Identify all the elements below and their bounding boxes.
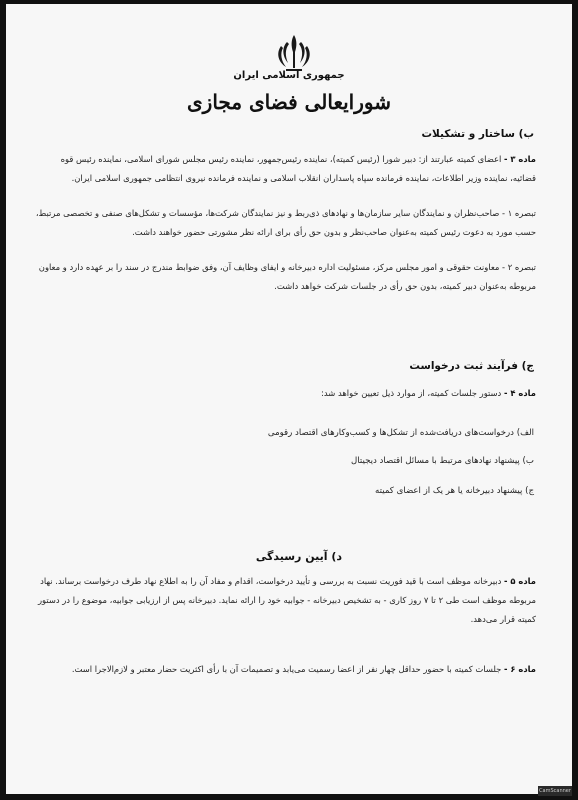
article-4 xyxy=(34,384,536,403)
article-6 xyxy=(34,660,536,679)
section-d-title: د) آیین رسیدگی xyxy=(255,550,342,563)
section-b-title: ب) ساختار و تشکیلات xyxy=(421,128,534,140)
note-2: تبصره ۲ - معاونت حقوقی و امور مجلس مرکز، مسئولیت اداره دبیرخانه و ایفای وظایف آن، وفق ضوابط مندرج در سند را بر عهده دارد و معاون مربوطه به‌عنوان دبیر کمیته، بدون حق رأی در جلسات شرکت خواهد داشت. xyxy=(38,262,536,291)
list-item-c: ج) پیشنهاد دبیرخانه یا هر یک از اعضای کمیته xyxy=(375,486,534,496)
article-5-label: ماده ۵ - xyxy=(503,576,536,586)
article-6-text: جلسات کمیته با حضور حداقل چهار نفر از اعضا رسمیت می‌یابد و تصمیمات آن با رأی اکثریت حضار معتبر و لازم‌الاجرا است. xyxy=(71,664,502,674)
article-3 xyxy=(34,150,536,188)
list-item-a: الف) درخواست‌های دریافت‌شده از تشکل‌ها و کسب‌وکارهای اقتصاد رقومی xyxy=(267,428,534,438)
note-1: تبصره ۱ - صاحب‌نظران و نمایندگان سایر سازمان‌ها و نهادهای ذی‌ربط و نیز نمایندگان شرکت‌ها، مؤسسات و تشکل‌های صنفی و تخصصی مرتبط، حسب مورد به دعوت رئیس کمیته به‌عنوان صاحب‌نظر و بدون حق رأی برای ارائه نظر مشورتی حضور خواهند داشت. xyxy=(35,208,536,237)
iran-emblem-icon xyxy=(274,32,314,74)
article-4-text: دستور جلسات کمیته، از موارد ذیل تعیین خواهد شد: xyxy=(321,388,502,398)
article-3-text: اعضای کمیته عبارتند از: دبیر شورا (رئیس کمیته)، نماینده رئیس‌جمهور، نماینده رئیس مجلس شورای اسلامی، نماینده رئیس قوه قضائیه، نماینده وزیر اطلاعات، نماینده فرمانده سپاه پاسداران انقلاب اسلامی و نماینده فرمانده نیروی انتظامی جمهوری اسلامی ایران. xyxy=(60,154,536,183)
scanner-watermark: CamScanner xyxy=(539,788,571,794)
article-4-label: ماده ۴ - xyxy=(503,388,536,398)
country-name: جمهوری اسلامی ایران xyxy=(233,70,345,81)
article-3-label: ماده ۳ - xyxy=(503,154,536,164)
article-5-text: دبیرخانه موظف است با قید فوریت نسبت به بررسی و تأیید درخواست، اقدام و مفاد آن را به اطلاع نهاد طرف درخواست برساند. نهاد مربوطه موظف است طی ۲ تا ۷ روز کاری - به تشخیص دبیرخانه - جوابیه خود را ارائه نماید. دبیرخانه پس از ارزیابی جوابیه، موضوع را در دستور کمیته قرار می‌دهد. xyxy=(37,576,536,624)
list-item-b: ب) پیشنهاد نهادهای مرتبط با مسائل اقتصاد دیجیتال xyxy=(351,456,534,466)
document-page xyxy=(6,4,572,794)
article-6-label: ماده ۶ - xyxy=(503,664,536,674)
section-c-title: ج) فرآیند ثبت درخواست xyxy=(409,360,534,372)
article-5 xyxy=(34,572,536,629)
council-name: شورایعالی فضای مجازی xyxy=(187,90,391,114)
